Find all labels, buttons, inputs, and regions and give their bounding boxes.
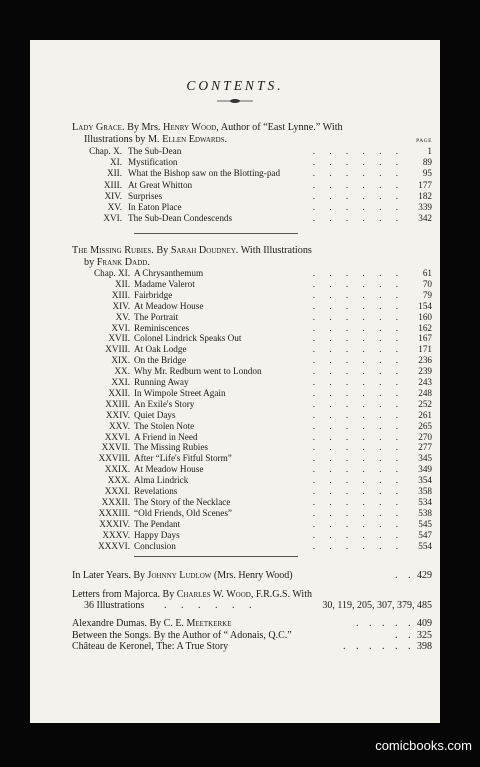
page-number: 345 (418, 453, 432, 464)
contents-entry: Château de Keronel, The: A True Story . . . . . . 398 (72, 641, 432, 652)
page-number: 70 (422, 278, 432, 289)
chapter-title: At Oak Lodge (134, 344, 187, 355)
leader-dots: . . . . . . (312, 333, 404, 344)
chapter-number: XXI. (111, 377, 130, 387)
leader-dots: . . . . . . (312, 179, 404, 190)
chapter-row (30, 355, 440, 365)
page-number: 342 (418, 213, 432, 224)
page-number: 154 (418, 300, 432, 311)
chapter-title: Reminiscences (134, 322, 190, 333)
chapter-row (30, 366, 440, 376)
page-title: CONTENTS. (186, 78, 284, 93)
leader-dots: . . . . . . (312, 311, 404, 322)
majorca-entry: Letters from Majorca. By Charles W. Wood, F.R.G.S. With (72, 589, 312, 600)
leader-dots: . . . . . . (312, 431, 404, 442)
chapter-row (30, 323, 440, 333)
chapter-number: XXXI. (104, 486, 130, 496)
page-number: 89 (422, 157, 432, 168)
leader-dots: . . . . . . (312, 540, 404, 551)
chapter-title: In Wimpole Street Again (134, 387, 226, 398)
chapter-title: In Eaton Place (128, 202, 182, 212)
chapter-row (30, 453, 440, 463)
chapter-number: XXXV. (102, 529, 130, 540)
leader-dots: . . . . . . (312, 496, 404, 507)
chapter-row (30, 486, 440, 496)
leader-dots: . . . . . . (312, 168, 404, 179)
chapter-row (30, 202, 440, 212)
leader-dots: . . . . . . (312, 190, 404, 201)
chapter-title: The Pendant (134, 518, 181, 529)
leader-dots: . . . . . . (312, 213, 404, 224)
chapter-number: XV. (115, 311, 130, 322)
page-number: 95 (422, 168, 432, 179)
page-number: 270 (418, 431, 432, 442)
chapter-title: The Portrait (134, 311, 179, 322)
chapter-number: XXVI. (104, 431, 130, 442)
chapter-row (30, 312, 440, 322)
chapter-title: Conclusion (134, 540, 176, 551)
chapter-number: XXIII. (105, 398, 130, 409)
leader-dots: . . . . . . (312, 453, 404, 464)
chapter-title: Mystification (128, 157, 178, 168)
chapter-row (30, 290, 440, 300)
chapter-title: At Great Whitton (128, 179, 193, 190)
ornament-divider (217, 98, 253, 104)
chapter-row (30, 475, 440, 485)
leader-dots: . . . . . . (312, 409, 404, 420)
leader-dots: . . . . . . (312, 355, 404, 366)
chapter-number: XII. (114, 278, 130, 289)
chapter-title: What the Bishop saw on the Blotting-pad (128, 168, 281, 179)
chapter-number: XII. (106, 168, 122, 179)
page-number: 339 (418, 202, 432, 212)
page-number: 261 (418, 409, 432, 420)
later-years-entry: In Later Years. By Johnny Ludlow (Mrs. Henry Wood) . . 429 (72, 570, 432, 581)
chapter-row (30, 333, 440, 343)
leader-dots: . . . . . . (312, 157, 404, 168)
leader-dots: . . . . . . (312, 322, 404, 333)
page-number: 239 (418, 366, 432, 377)
chapter-row (30, 377, 440, 387)
chapter-number: XIX. (111, 355, 130, 366)
chapter-title: Quiet Days (134, 409, 176, 420)
page-number: 1 (427, 146, 432, 156)
chapter-title: The Story of the Necklace (134, 496, 231, 507)
chapter-row (30, 344, 440, 354)
page-number: 554 (418, 540, 432, 551)
leader-dots: . . . . . . (312, 507, 404, 518)
chapter-row (30, 191, 440, 201)
page-number: 79 (422, 289, 432, 300)
section-divider (134, 233, 298, 234)
chapter-row (30, 541, 440, 551)
chapter-number: XXXVI. (98, 540, 130, 551)
chapter-number: XV. (107, 202, 122, 212)
section-divider (134, 556, 298, 557)
chapter-title: “Old Friends, Old Scenes” (134, 507, 232, 518)
chapter-number: Chap. XI. (94, 268, 130, 278)
chapter-row (30, 388, 440, 398)
leader-dots: . . . . . . (312, 486, 404, 496)
chapter-number: XXVII. (101, 442, 130, 453)
chapter-number: XX. (114, 366, 130, 377)
leader-dots: . . . . . . (312, 464, 404, 475)
leader-dots: . . . . . . (312, 529, 404, 540)
chapter-row (30, 399, 440, 409)
lady-grace-heading: Lady Grace. By Mrs. Henry Wood, Author of “East Lynne.” With Illustrations by M. Ellen Edwards. (72, 122, 343, 145)
chapter-title: After “Life's Fitful Storm” (134, 453, 232, 464)
chapter-number: XIV. (104, 190, 122, 201)
chapter-title: A Chrysanthemum (134, 268, 204, 278)
chapter-title: Alma Lindrick (134, 475, 189, 486)
chapter-row (30, 519, 440, 529)
contents-entry: Alexandre Dumas. By C. E. Meetkerke . . . . . 409 (72, 618, 432, 629)
chapter-number: XVI. (111, 322, 130, 333)
chapter-title: Revelations (134, 486, 178, 496)
page-number: 236 (418, 355, 432, 366)
page-number: 358 (418, 486, 432, 496)
chapter-row (30, 442, 440, 452)
page-number: 538 (418, 507, 432, 518)
chapter-row (30, 301, 440, 311)
page-number: 534 (418, 496, 432, 507)
chapter-row (30, 279, 440, 289)
contents-entry: Between the Songs. By the Author of “ Adonais, Q.C.” . . 325 (72, 629, 432, 641)
leader-dots: . . . . . . (312, 278, 404, 289)
page-number: 61 (422, 268, 432, 278)
page-number: 243 (418, 377, 432, 387)
chapter-title: Why Mr. Redburn went to London (134, 366, 262, 377)
page-number: 252 (418, 398, 432, 409)
leader-dots: . . . . . . (312, 366, 404, 377)
chapter-title: Running Away (134, 377, 189, 387)
page-number: 354 (418, 475, 432, 486)
majorca-entry-line2: 36 Illustrations . . . . . . 30, 119, 205, 307, 379, 485 (84, 600, 432, 611)
page-number: 545 (418, 518, 432, 529)
leader-dots: . . . . . . (312, 300, 404, 311)
leader-dots: . . . . . . (312, 268, 404, 278)
chapter-row (30, 464, 440, 474)
page-number: 182 (418, 190, 432, 201)
chapter-number: XXVIII. (98, 453, 130, 464)
chapter-row (30, 180, 440, 190)
chapter-row (30, 410, 440, 420)
page-number: 171 (418, 344, 432, 355)
chapter-number: XXX. (107, 475, 130, 486)
chapter-row (30, 508, 440, 518)
chapter-title: On the Bridge (134, 355, 187, 366)
page-number: 167 (418, 333, 432, 344)
leader-dots: . . . . . . (312, 146, 404, 156)
chapter-title: The Sub-Dean Condescends (128, 213, 233, 224)
leader-dots: . . . . . . (312, 475, 404, 486)
page-number: 265 (418, 420, 432, 431)
chapter-row (30, 157, 440, 167)
chapter-number: XXXIII. (98, 507, 130, 518)
chapter-title: Surprises (128, 190, 163, 201)
chapter-number: XXIV. (105, 409, 130, 420)
chapter-row (30, 432, 440, 442)
leader-dots: . . . . . . (312, 398, 404, 409)
chapter-number: XIV. (112, 300, 130, 311)
chapter-number: XXXIV. (99, 518, 130, 529)
page-number: 547 (418, 529, 432, 540)
book-page (30, 40, 440, 723)
chapter-number: XXIX. (104, 464, 130, 475)
chapter-title: Happy Days (134, 529, 180, 540)
chapter-title: The Stolen Note (134, 420, 195, 431)
chapter-number: XI. (110, 157, 122, 168)
chapter-number: XXXII. (101, 496, 130, 507)
page-number: 162 (418, 322, 432, 333)
page-number: 277 (418, 442, 432, 453)
chapter-row (30, 497, 440, 507)
leader-dots: . . . . . . (312, 420, 404, 431)
page-number: 177 (418, 179, 432, 190)
chapter-row (30, 146, 440, 156)
page-number: 248 (418, 387, 432, 398)
leader-dots: . . . . . . (312, 377, 404, 387)
chapter-number: XIII. (103, 179, 122, 190)
chapter-title: A Friend in Need (134, 431, 198, 442)
chapter-title: The Sub-Dean (128, 146, 182, 156)
chapter-number: XXII. (108, 387, 130, 398)
chapter-title: At Meadow House (134, 300, 204, 311)
chapter-number: XVII. (108, 333, 130, 344)
leader-dots: . . . . . . (312, 289, 404, 300)
watermark-label: comicbooks.com (375, 738, 472, 753)
chapter-row (30, 168, 440, 178)
chapter-title: Madame Valerot (134, 278, 195, 289)
chapter-row (30, 213, 440, 223)
chapter-number: XIII. (111, 289, 130, 300)
chapter-number: Chap. X. (89, 146, 122, 156)
page-column-label: PAGE (416, 138, 432, 144)
leader-dots: . . . . . . (312, 387, 404, 398)
chapter-number: XXV. (108, 420, 130, 431)
leader-dots: . . . . . . (312, 518, 404, 529)
chapter-title: The Missing Rubies (134, 442, 209, 453)
chapter-row (30, 530, 440, 540)
chapter-title: At Meadow House (134, 464, 204, 475)
missing-rubies-heading: The Missing Rubies. By Sarah Doudney. With Illustrations by Frank Dadd. (72, 245, 312, 268)
leader-dots: . . . . . . (312, 344, 404, 355)
chapter-row (30, 421, 440, 431)
chapter-row (30, 268, 440, 278)
page-number: 349 (418, 464, 432, 475)
page-number: 160 (418, 311, 432, 322)
chapter-number: XVIII. (105, 344, 130, 355)
chapter-number: XVI. (103, 213, 122, 224)
leader-dots: . . . . . . (312, 202, 404, 212)
chapter-title: Fairbridge (134, 289, 173, 300)
chapter-title: An Exile's Story (134, 398, 195, 409)
leader-dots: . . . . . . (312, 442, 404, 453)
chapter-title: Colonel Lindrick Speaks Out (134, 333, 242, 344)
